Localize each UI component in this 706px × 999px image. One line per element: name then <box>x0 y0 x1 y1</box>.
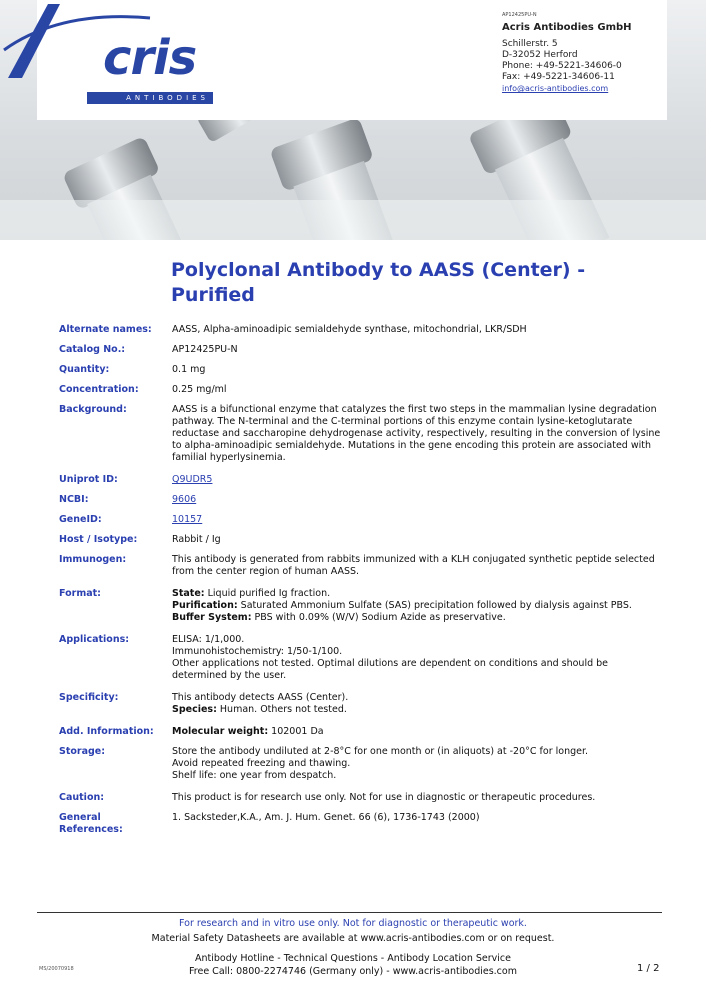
state-value: Liquid purified Ig fraction. <box>207 588 331 599</box>
specificity-line: This antibody detects AASS (Center). <box>172 692 349 703</box>
spec-label: Quantity: <box>59 364 110 375</box>
purification-value: Saturated Ammonium Sulfate (SAS) precipitation followed by dialysis against PBS. <box>240 600 632 611</box>
company-address <box>502 12 632 94</box>
mw-label: Molecular weight: <box>172 726 269 737</box>
spec-value <box>172 588 664 624</box>
spec-label: Immunogen: <box>59 554 127 565</box>
spec-row-caution <box>59 792 664 804</box>
spec-row-quantity <box>59 364 664 376</box>
spec-label: Format: <box>59 588 101 599</box>
spec-row-geneid <box>59 514 664 526</box>
spec-row-concentration <box>59 384 664 396</box>
company-name: Acris Antibodies GmbH <box>502 22 632 33</box>
spec-value: 0.1 mg <box>172 364 206 375</box>
mw-value: 102001 Da <box>271 726 324 737</box>
logo-wordmark: cris <box>103 30 197 86</box>
species-value: Human. Others not tested. <box>219 704 347 715</box>
title-line-1: Polyclonal Antibody to AASS (Center) - <box>171 259 586 281</box>
spec-value <box>172 746 664 782</box>
spec-label: Concentration: <box>59 384 139 395</box>
spec-row-references <box>59 812 664 836</box>
spec-label <box>59 812 172 836</box>
buffer-label: Buffer System: <box>172 612 252 623</box>
geneid-link[interactable]: 10157 <box>172 514 203 525</box>
spec-label: Host / Isotype: <box>59 534 138 545</box>
spec-value: Rabbit / Ig <box>172 534 221 545</box>
page-number: 1 / 2 <box>637 963 660 974</box>
storage-line: Shelf life: one year from despatch. <box>172 770 337 781</box>
species-label: Species: <box>172 704 217 715</box>
page-title <box>171 258 611 308</box>
footer-msds: Material Safety Datasheets are available at www.acris-antibodies.com or on request. <box>151 933 555 944</box>
spec-value: This product is for research use only. Not for use in diagnostic or therapeutic procedures. <box>172 792 596 803</box>
purification-label: Purification: <box>172 600 238 611</box>
spec-table <box>59 324 664 836</box>
spec-row-storage <box>59 746 664 782</box>
footer-divider <box>37 912 662 913</box>
spec-label: Add. Information: <box>59 726 154 737</box>
spec-value: 0.25 mg/ml <box>172 384 227 395</box>
state-label: State: <box>172 588 205 599</box>
spec-label: Storage: <box>59 746 106 757</box>
storage-line: Avoid repeated freezing and thawing. <box>172 758 351 769</box>
application-line: ELISA: 1/1,000. <box>172 634 245 645</box>
references-label-line1: General <box>59 812 101 823</box>
spec-label: Caution: <box>59 792 105 803</box>
spec-row-catalog <box>59 344 664 356</box>
spec-row-background <box>59 404 664 464</box>
storage-line: Store the antibody undiluted at 2-8°C for one month or (in aliquots) at -20°C for longer. <box>172 746 589 757</box>
document-id: AP12425PU-N <box>502 12 537 18</box>
street: Schillerstr. 5 <box>502 39 558 49</box>
ncbi-link[interactable]: 9606 <box>172 494 197 505</box>
spec-row-applications <box>59 634 664 682</box>
hotline-line: Antibody Hotline - Technical Questions - Antibody Location Service <box>195 953 511 964</box>
email-link[interactable]: info@acris-antibodies.com <box>502 84 609 93</box>
spec-row-uniprot <box>59 474 664 486</box>
spec-value <box>172 634 664 682</box>
spec-value: AP12425PU-N <box>172 344 238 355</box>
spec-value <box>172 726 664 738</box>
phone: Phone: +49-5221-34606-0 <box>502 61 622 71</box>
spec-row-add-info <box>59 726 664 738</box>
freecall-line: Free Call: 0800-2274746 (Germany only) - www.acris-antibodies.com <box>189 966 517 977</box>
header-banner <box>0 0 706 240</box>
spec-value: AASS is a bifunctional enzyme that catalyzes the first two steps in the mammalian lysine degradation pathway. The N-terminal and the C-terminal portions of this enzyme contain lysine-ketoglutarate reductase and saccharopine dehydrogenase activity, respectively, resulting in the conversion of lysine to alpha-aminoadipic semialdehyde. Mutations in the gene encoding this protein are associated with familial hyperlysinemia. <box>172 404 661 463</box>
application-line: Other applications not tested. Optimal dilutions are dependent on conditions and should be determined by the user. <box>172 658 609 681</box>
spec-value <box>172 692 664 716</box>
spec-label: Alternate names: <box>59 324 152 335</box>
spec-value: 1. Sacksteder,K.A., Am. J. Hum. Genet. 66 (6), 1736-1743 (2000) <box>172 812 480 823</box>
spec-label: Background: <box>59 404 127 415</box>
city: D-32052 Herford <box>502 50 578 60</box>
spec-value: This antibody is generated from rabbits immunized with a KLH conjugated synthetic peptide selected from the center region of human AASS. <box>172 554 655 577</box>
spec-label: Catalog No.: <box>59 344 126 355</box>
spec-row-specificity <box>59 692 664 716</box>
spec-row-ncbi <box>59 494 664 506</box>
footer-research-notice: For research and in vitro use only. Not for diagnostic or therapeutic work. <box>179 918 527 929</box>
spec-row-alternate-names <box>59 324 664 336</box>
spec-label: NCBI: <box>59 494 89 505</box>
uniprot-link[interactable]: Q9UDR5 <box>172 474 213 485</box>
spec-row-format <box>59 588 664 624</box>
spec-value: AASS, Alpha-aminoadipic semialdehyde synthase, mitochondrial, LKR/SDH <box>172 324 527 335</box>
spec-row-immunogen <box>59 554 664 578</box>
ms-code: MS/20070918 <box>39 966 74 972</box>
spec-label: Applications: <box>59 634 130 645</box>
spec-row-host <box>59 534 664 546</box>
title-line-2: Purified <box>171 284 255 306</box>
spec-label: Uniprot ID: <box>59 474 118 485</box>
fax: Fax: +49-5221-34606-11 <box>502 72 615 82</box>
buffer-value: PBS with 0.09% (W/V) Sodium Azide as preservative. <box>254 612 506 623</box>
references-label-line2: References: <box>59 824 123 835</box>
footer-hotline <box>0 952 706 978</box>
spec-label: Specificity: <box>59 692 119 703</box>
logo-subtitle: ANTIBODIES <box>87 92 213 104</box>
application-line: Immunohistochemistry: 1/50-1/100. <box>172 646 343 657</box>
spec-label: GeneID: <box>59 514 102 525</box>
